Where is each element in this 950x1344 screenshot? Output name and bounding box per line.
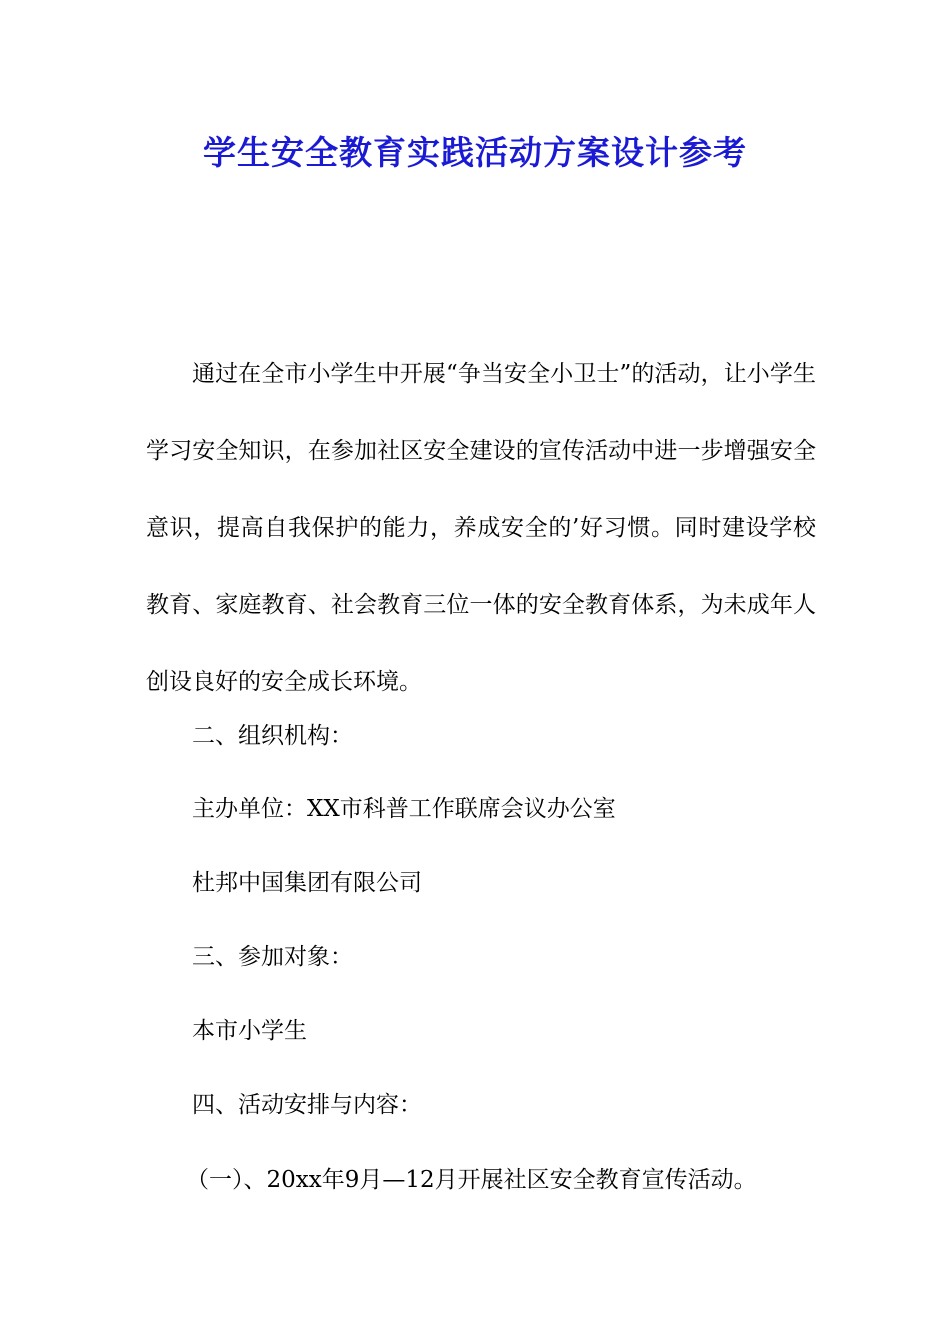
document-title: 学生安全教育实践活动方案设计参考 — [203, 133, 747, 172]
schedule-heading: 四、活动安排与内容： — [192, 1092, 422, 1118]
org-company-line: 杜邦中国集团有限公司 — [192, 870, 422, 896]
org-host-line: 主办单位：XX市科普工作联席会议办公室 — [192, 796, 616, 822]
participants-value: 本市小学生 — [192, 1018, 307, 1044]
schedule-item-1: （一）、20xx年9月—12月开展社区安全教育宣传活动。 — [186, 1167, 757, 1193]
intro-paragraph: 通过在全市小学生中开展“争当安全小卫士”的活动，让小学生学习安全知识，在参加社区安全建设的宣传活动中进一步增强安全意识，提高自我保护的能力，养成安全的’好习惯。同时建设学校教育、家庭教育、社会教育三位一体的安全教育体系，为未成年人创设良好的安全成长环境。 — [146, 361, 816, 695]
org-heading: 二、组织机构： — [192, 723, 353, 749]
participants-heading: 三、参加对象： — [192, 944, 353, 970]
